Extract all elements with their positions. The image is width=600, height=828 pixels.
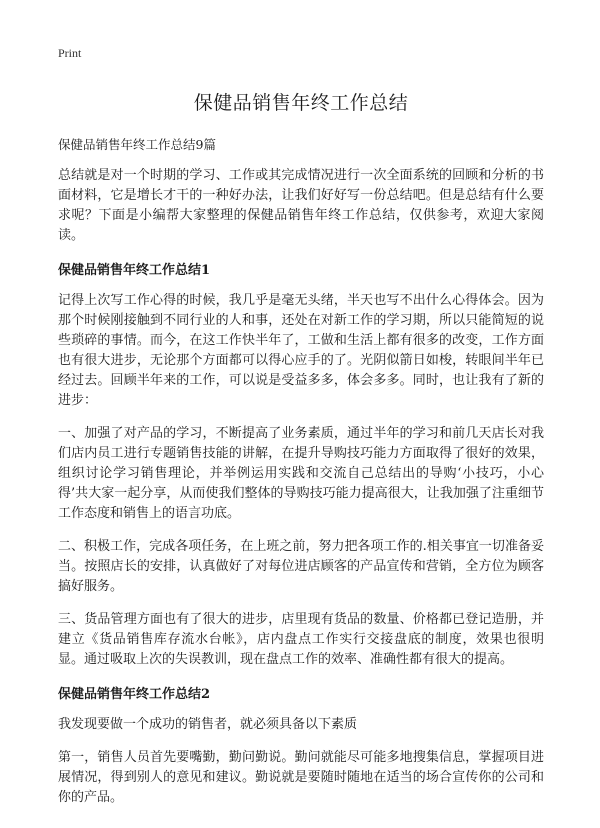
section-paragraph: 记得上次写工作心得的时候，我几乎是毫无头绪，半天也写不出什么心得体会。因为那个时候刚接触到不同行业的人和事，还处在对新工作的学习期，所以只能简短的说些琐碎的事情。而今，在这工作快半年了，工做和生活上都有很多的改变，工作方面也有很大进步，无论那个方面都可以得心应手的了。光阴似箭日如梭，转眼间半年已经过去。回顾半年来的工作，可以说是受益多多，体会多多。同时，也让我有了新的进步： bbox=[58, 293, 544, 408]
section-heading: 保健品销售年终工作总结1 bbox=[58, 263, 211, 278]
section-paragraph: 二、积极工作，完成各项任务，在上班之前，努力把各项工作的.相关事宜一切准备妥当。按照店长的安排，认真做好了对每位进店顾客的产品宣传和营销，全方位为顾客搞好服务。 bbox=[58, 539, 544, 594]
section-paragraph: 我发现要做一个成功的销售者，就必须具备以下素质 bbox=[58, 717, 358, 732]
section-paragraph: 一、加强了对产品的学习，不断提高了业务素质，通过半年的学习和前几天店长对我们店内员工进行专题销售技能的讲解，在提升导购技巧能力方面取得了很好的效果，组织讨论学习销售理论，并举例运用实践和交流自己总结出的导购‘小技巧，小心得’共大家一起分享，从而使我们整体的导购技巧能力提高很大，让我加强了注重细节工作态度和销售上的语言功底。 bbox=[58, 426, 544, 521]
document-subtitle: 保健品销售年终工作总结9篇 bbox=[58, 137, 216, 152]
intro-paragraph: 总结就是对一个时期的学习、工作或其完成情况进行一次全面系统的回顾和分析的书面材料，它是增长才干的一种好办法，让我们好好写一份总结吧。但是总结有什么要求呢？下面是小编帮大家整理的保健品销售年终工作总结，仅供参考，欢迎大家阅读。 bbox=[58, 168, 544, 243]
section-paragraph: 第一，销售人员首先要嘴勤，勤问勤说。勤问就能尽可能多地搜集信息，掌握项目进展情况，得到别人的意见和建议。勤说就是要随时随地在适当的场合宣传你的公司和你的产品。 bbox=[58, 750, 544, 805]
document-title: 保健品销售年终工作总结 bbox=[193, 92, 409, 114]
section-paragraph: 三、货品管理方面也有了很大的进步，店里现有货品的数量、价格都已登记造册，并建立《货品销售库存流水台帐》，店内盘点工作实行交接盘底的制度，效果也很明显。通过吸取上次的失误教训，现在盘点工作的效率、准确性都有很大的提高。 bbox=[58, 612, 544, 667]
section-heading: 保健品销售年终工作总结2 bbox=[58, 687, 211, 702]
print-label: Print bbox=[58, 46, 82, 60]
